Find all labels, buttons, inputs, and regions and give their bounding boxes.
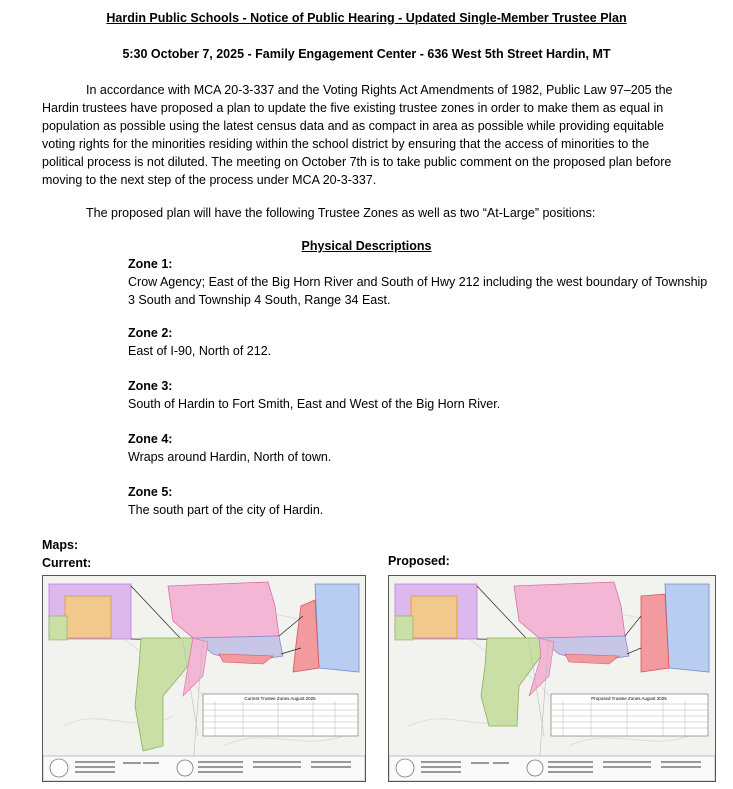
proposed-table-title: Proposed Trustee Zones August 2025 [591,696,667,701]
maps-label: Maps: [42,538,79,552]
current-map-graphic [43,576,365,781]
proposed-map-graphic [389,576,715,781]
maps-heading [42,536,91,572]
zone-text: The south part of the city of Hardin. [128,503,324,517]
zones-intro-paragraph: The proposed plan will have the following Trustee Zones as well as two “At-Large” positions: [86,206,596,220]
zone-text: East of I-90, North of 212. [128,344,272,358]
zone-2-description [128,324,708,360]
zone-heading: Zone 5: [128,485,173,499]
zone-3-description [128,377,708,413]
proposed-trustee-map [388,575,716,782]
zone-heading: Zone 4: [128,432,173,446]
document-title: Hardin Public Schools - Notice of Public Hearing - Updated Single-Member Trustee Plan [106,11,627,25]
zone-heading: Zone 2: [128,326,173,340]
physical-descriptions-heading: Physical Descriptions [301,239,432,253]
zone-heading: Zone 1: [128,257,173,271]
current-trustee-map [42,575,366,782]
meeting-details: 5:30 October 7, 2025 - Family Engagement Center - 636 West 5th Street Hardin, MT [122,47,611,61]
zone-5-description [128,483,708,519]
zone-4-description [128,430,708,466]
zone-text: Wraps around Hardin, North of town. [128,450,332,464]
proposed-map-label: Proposed: [388,554,450,568]
current-table-title: Current Trustee Zones August 2025 [244,696,316,701]
zone-1-description [128,255,708,309]
current-map-label: Current: [42,556,92,570]
intro-paragraph: In accordance with MCA 20-3-337 and the Voting Rights Act Amendments of 1982, Public Law 97–205 the Hardin trustees have proposed a plan to update the five existing trustee zones in order to make them as equal in population as possible using the latest census data and as compact in area as possible while providing equitable voting rights for the minorities residing within the school district by ensuring that the access of minorities to the political process is not diluted. The meeting on October 7th is to take public comment on the proposed plan before moving to the next step of the process under MCA 20-3-337. [42,83,673,187]
zone-text: Crow Agency; East of the Big Horn River and South of Hwy 212 including the west boundary of Township 3 South and Township 4 South, Range 34 East. [128,275,708,307]
zone-text: South of Hardin to Fort Smith, East and West of the Big Horn River. [128,397,501,411]
zone-heading: Zone 3: [128,379,173,393]
